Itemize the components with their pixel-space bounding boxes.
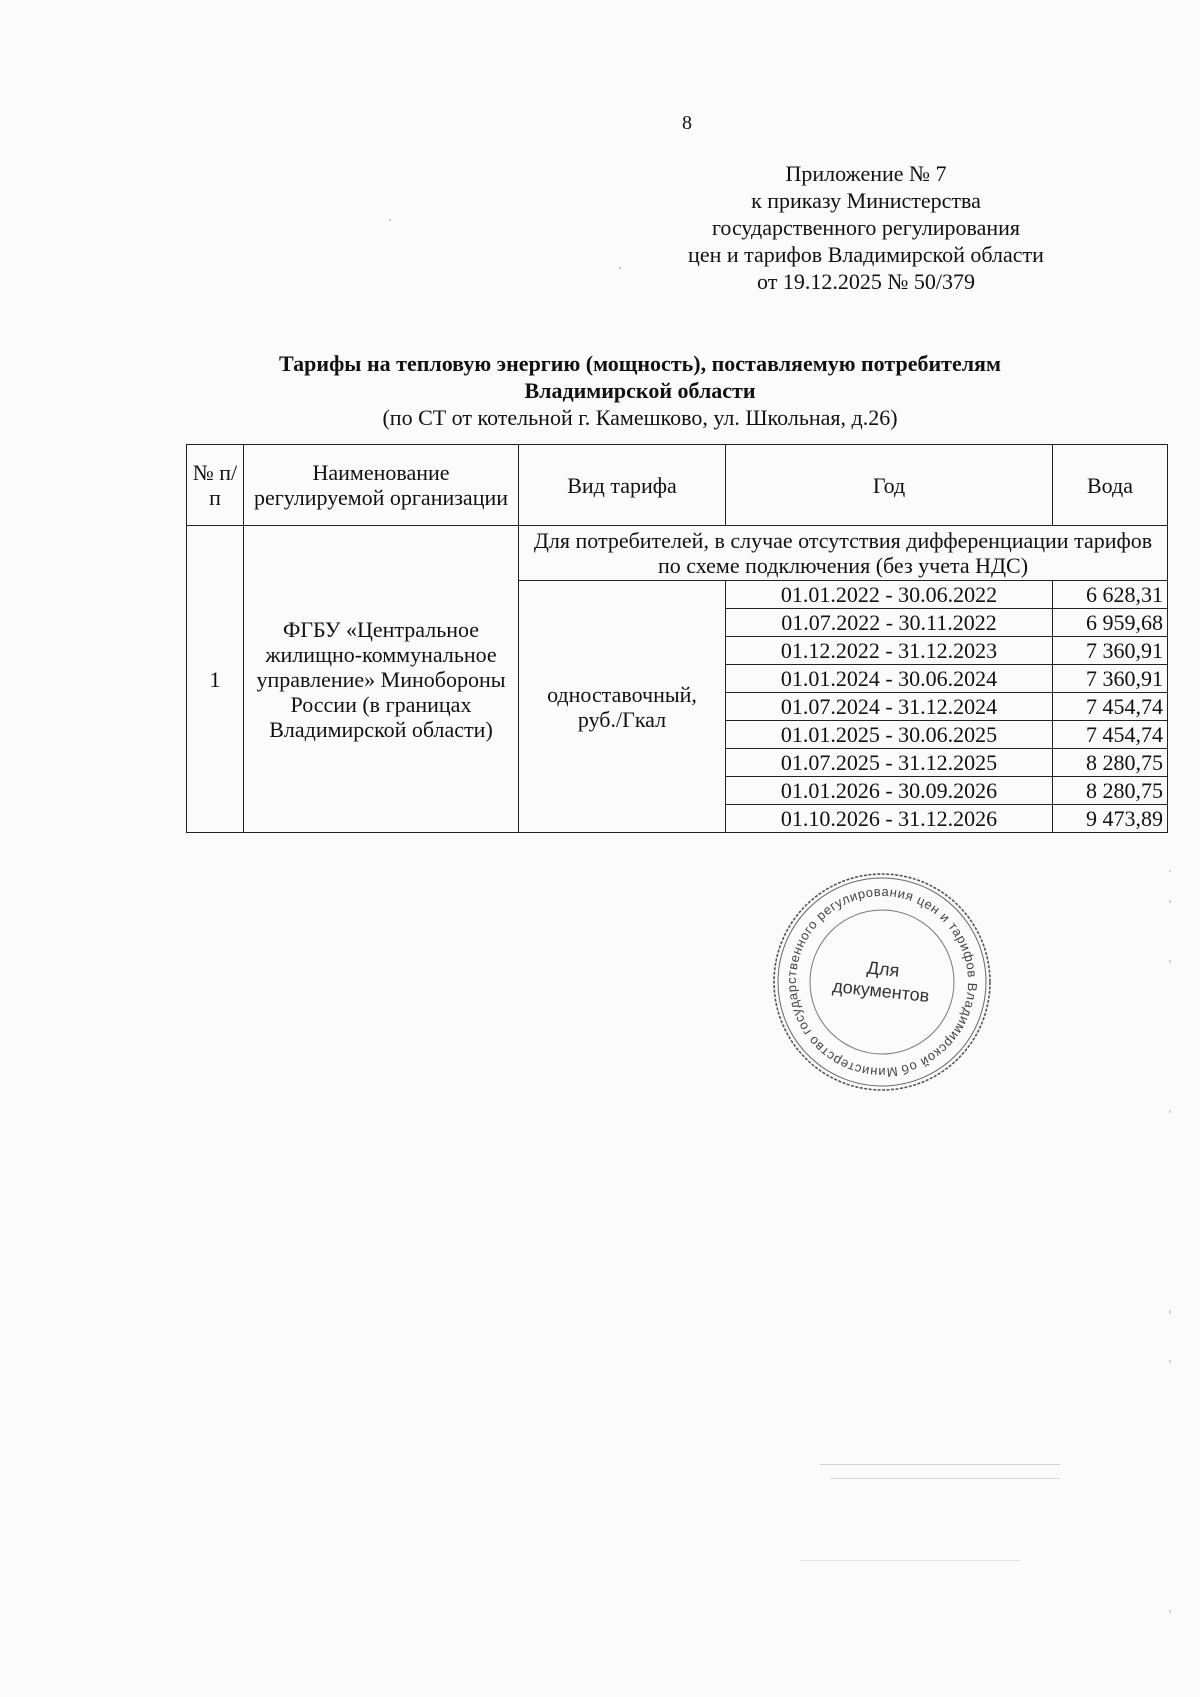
period-cell: 01.01.2024 - 30.06.2024 (726, 665, 1053, 693)
title-line-2: Владимирской области (524, 378, 756, 403)
stamp-ring-text: Министерство государственного регулирования цен и тарифов Владимирской области (783, 883, 981, 1081)
period-cell: 01.01.2026 - 30.09.2026 (726, 777, 1053, 805)
period-cell: 01.07.2022 - 30.11.2022 (726, 609, 1053, 637)
tariff-type: одноставочный, руб./Гкал (519, 581, 726, 833)
header-organization: Наименование регулируемой организации (244, 445, 519, 526)
period-cell: 01.07.2024 - 31.12.2024 (726, 693, 1053, 721)
period-cell: 01.01.2025 - 30.06.2025 (726, 721, 1053, 749)
value-cell: 9 473,89 (1053, 805, 1168, 833)
value-cell: 6 959,68 (1053, 609, 1168, 637)
page-number: 8 (682, 112, 692, 134)
header-tariff-type: Вид тарифа (519, 445, 726, 526)
period-cell: 01.10.2026 - 31.12.2026 (726, 805, 1053, 833)
section-label: Для потребителей, в случае отсутствия дифференциации тарифов по схеме подключения (без учета НДС) (519, 526, 1168, 581)
value-cell: 8 280,75 (1053, 749, 1168, 777)
period-cell: 01.01.2022 - 30.06.2022 (726, 581, 1053, 609)
header-num: № п/п (187, 445, 244, 526)
appendix-line: государственного регулирования (711, 215, 1021, 240)
appendix-line: к приказу Министерства (751, 188, 981, 213)
appendix-line: от 19.12.2025 № 50/379 (757, 269, 975, 294)
row-number: 1 (187, 526, 244, 833)
value-cell: 6 628,31 (1053, 581, 1168, 609)
value-cell: 8 280,75 (1053, 777, 1168, 805)
title-line-1: Тарифы на тепловую энергию (мощность), поставляемую потребителям (279, 351, 1001, 376)
value-cell: 7 454,74 (1053, 721, 1168, 749)
organization-name: ФГБУ «Центральное жилищно-коммунальное управление» Минобороны России (в границах Владимирской области) (244, 526, 519, 833)
appendix-line: Приложение № 7 (785, 161, 947, 186)
value-cell: 7 454,74 (1053, 693, 1168, 721)
value-cell: 7 360,91 (1053, 665, 1168, 693)
period-cell: 01.12.2022 - 31.12.2023 (726, 637, 1053, 665)
title-subtitle: (по СТ от котельной г. Камешково, ул. Школьная, д.26) (382, 405, 898, 430)
stamp-center-line: Для (865, 957, 901, 981)
value-cell: 7 360,91 (1053, 637, 1168, 665)
header-year: Год (726, 445, 1053, 526)
period-cell: 01.07.2025 - 31.12.2025 (726, 749, 1053, 777)
appendix-line: цен и тарифов Владимирской области (688, 242, 1044, 267)
stamp-center-line: документов (831, 975, 931, 1006)
header-water: Вода (1053, 445, 1168, 526)
